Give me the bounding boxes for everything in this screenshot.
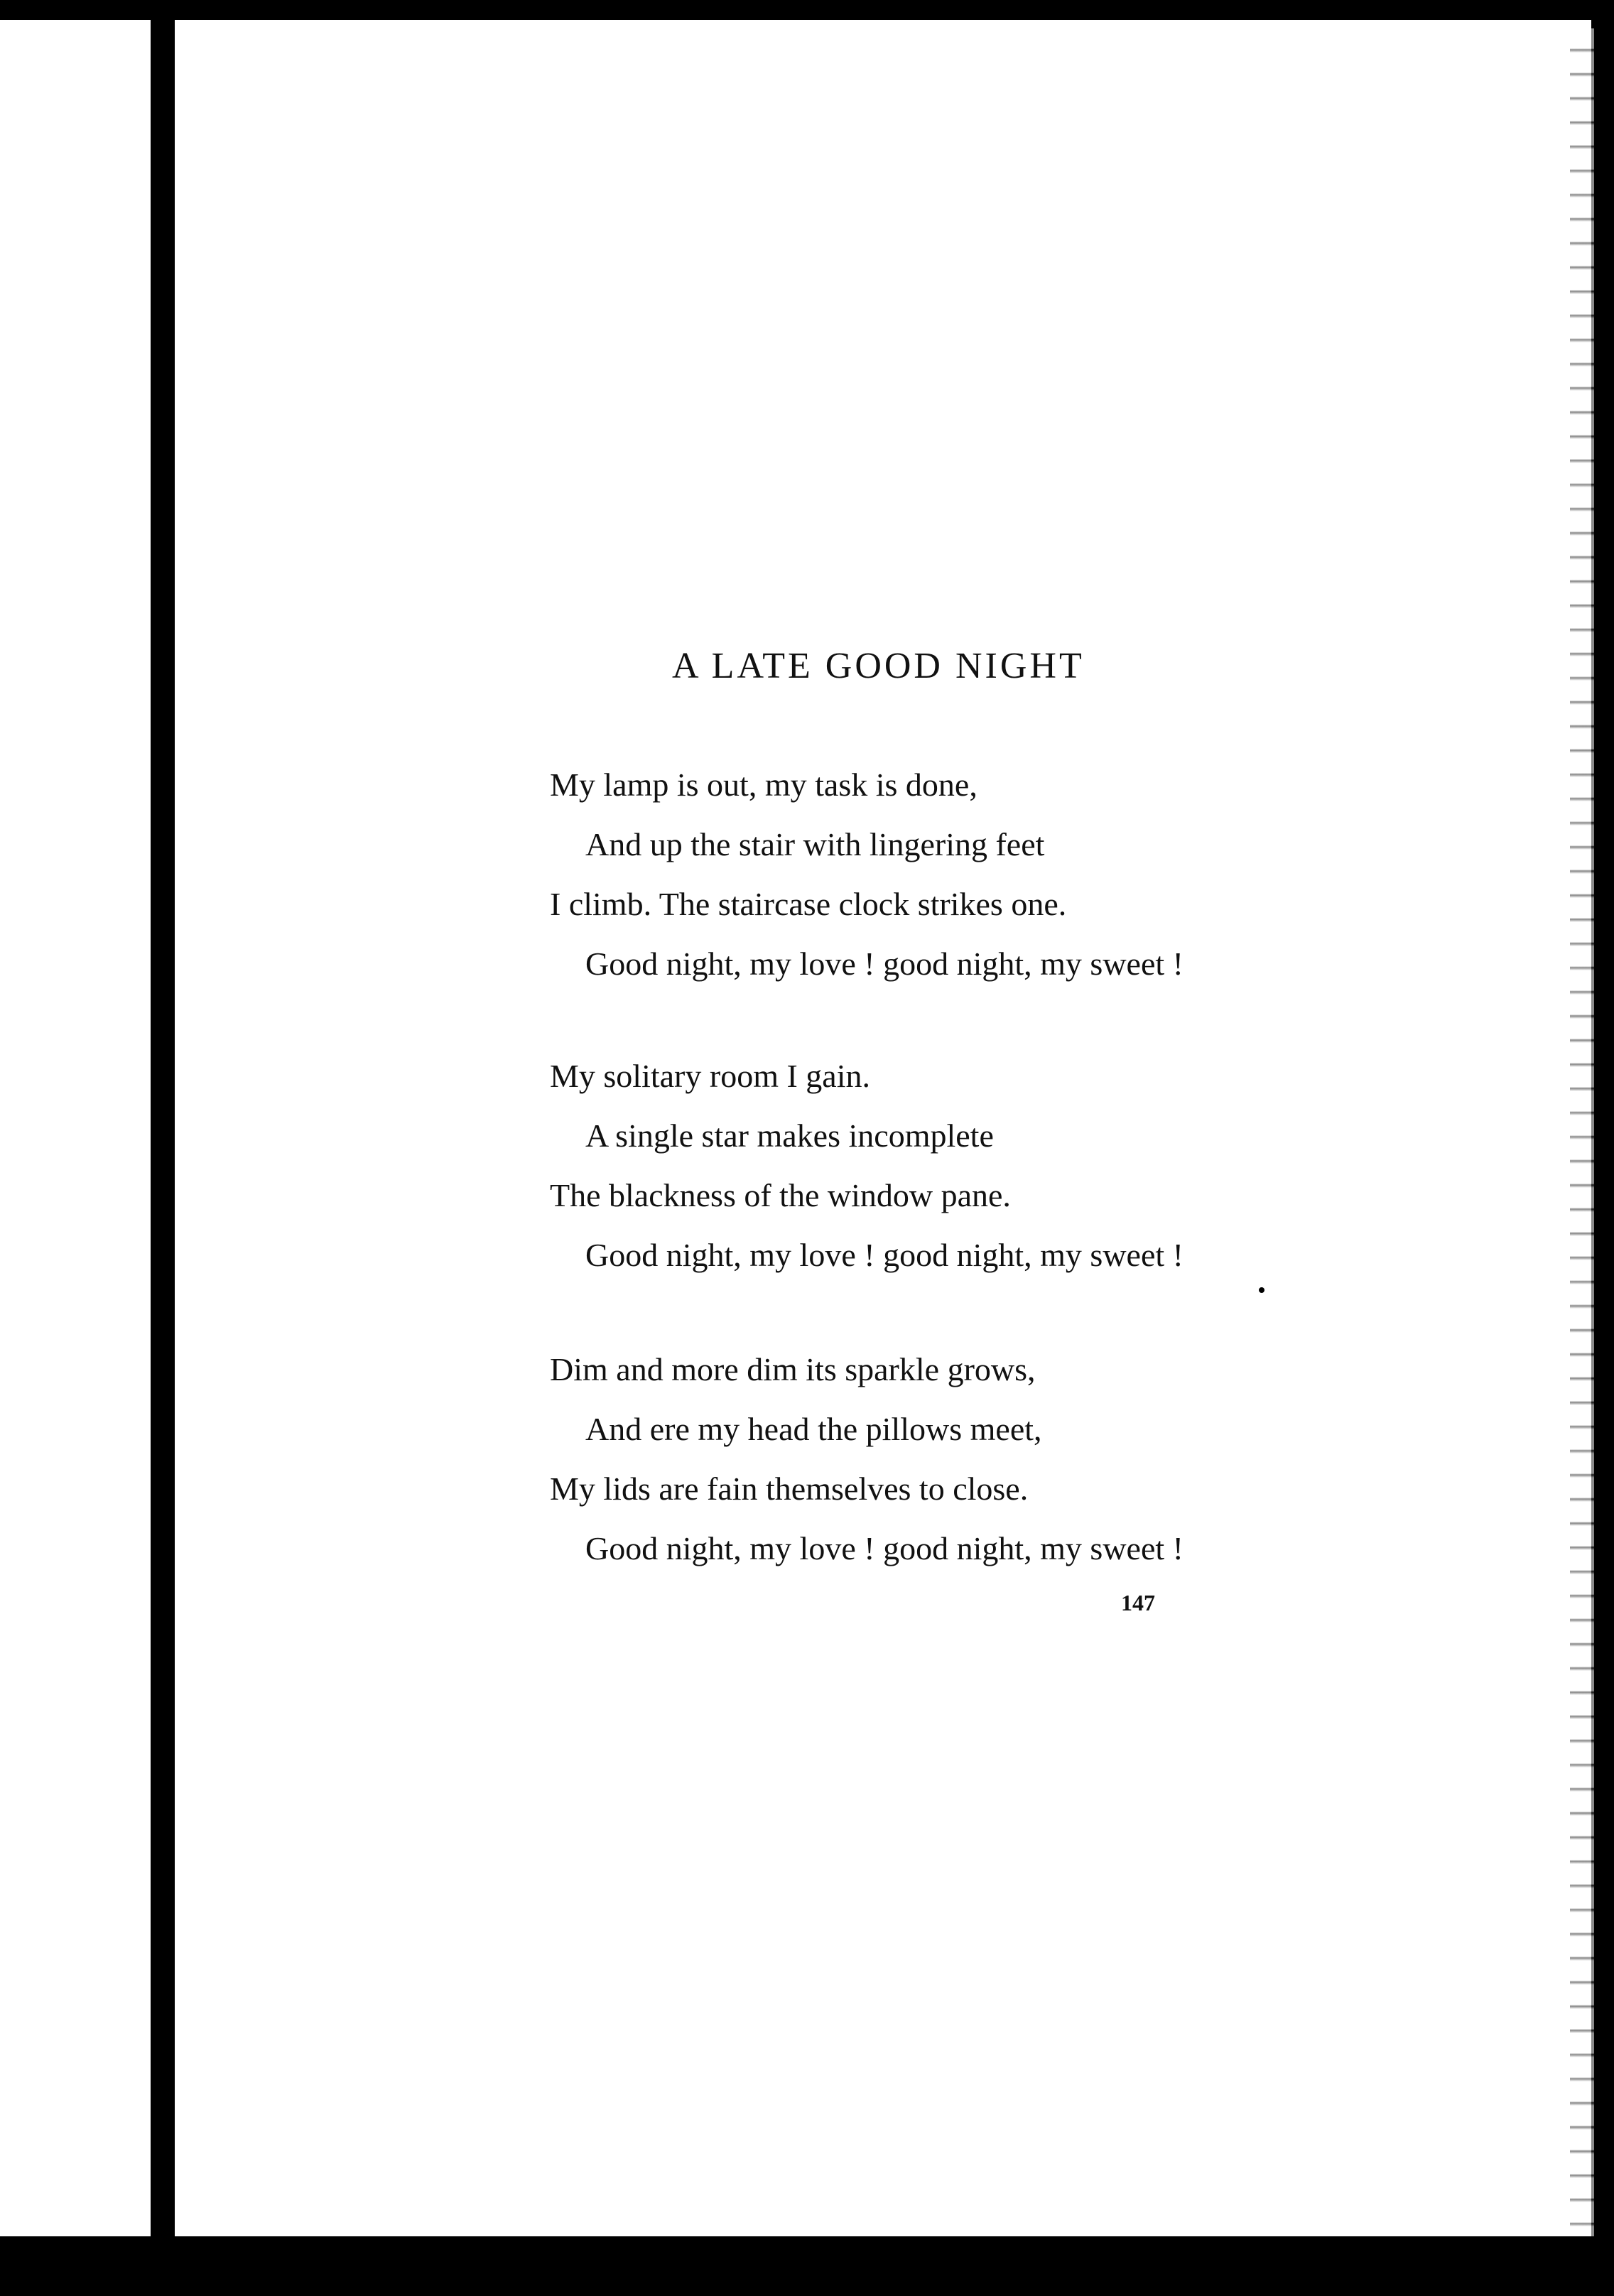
poem-line: My solitary room I gain.: [550, 1058, 870, 1094]
poem-line: The blackness of the window pane.: [550, 1177, 1011, 1213]
poem-line: I climb. The staircase clock strikes one.: [550, 886, 1067, 922]
stanza-1: [550, 755, 1402, 994]
poem-line: And ere my head the pillows meet,: [585, 1411, 1042, 1447]
poem-line: A single star makes incomplete: [585, 1117, 994, 1154]
book-gutter-shadow: [151, 14, 175, 2287]
scan-border-top: [0, 0, 1614, 20]
poem-refrain: Good night, my love ! good night, my sweet !: [585, 946, 1184, 982]
poem-line: And up the stair with lingering feet: [585, 826, 1045, 862]
stanza-2: [550, 1046, 1402, 1285]
book-page: [175, 20, 1570, 2236]
scan-border-bottom: [0, 2236, 1614, 2296]
poem-title: A LATE GOOD NIGHT: [672, 646, 1085, 686]
stanza-3: [550, 1340, 1402, 1578]
poem-refrain: Good night, my love ! good night, my sweet !: [585, 1237, 1184, 1273]
page-stack-edge: [1570, 28, 1594, 2238]
scan-border-right: [1591, 0, 1614, 2296]
facing-page-edge: [0, 0, 152, 2296]
poem-refrain: Good night, my love ! good night, my sweet !: [585, 1530, 1184, 1566]
poem-line: Dim and more dim its sparkle grows,: [550, 1351, 1036, 1387]
poem-line: My lamp is out, my task is done,: [550, 767, 977, 803]
ink-speck: [1259, 1287, 1264, 1293]
poem-line: My lids are fain themselves to close.: [550, 1471, 1029, 1507]
page-number: 147: [1121, 1590, 1155, 1615]
